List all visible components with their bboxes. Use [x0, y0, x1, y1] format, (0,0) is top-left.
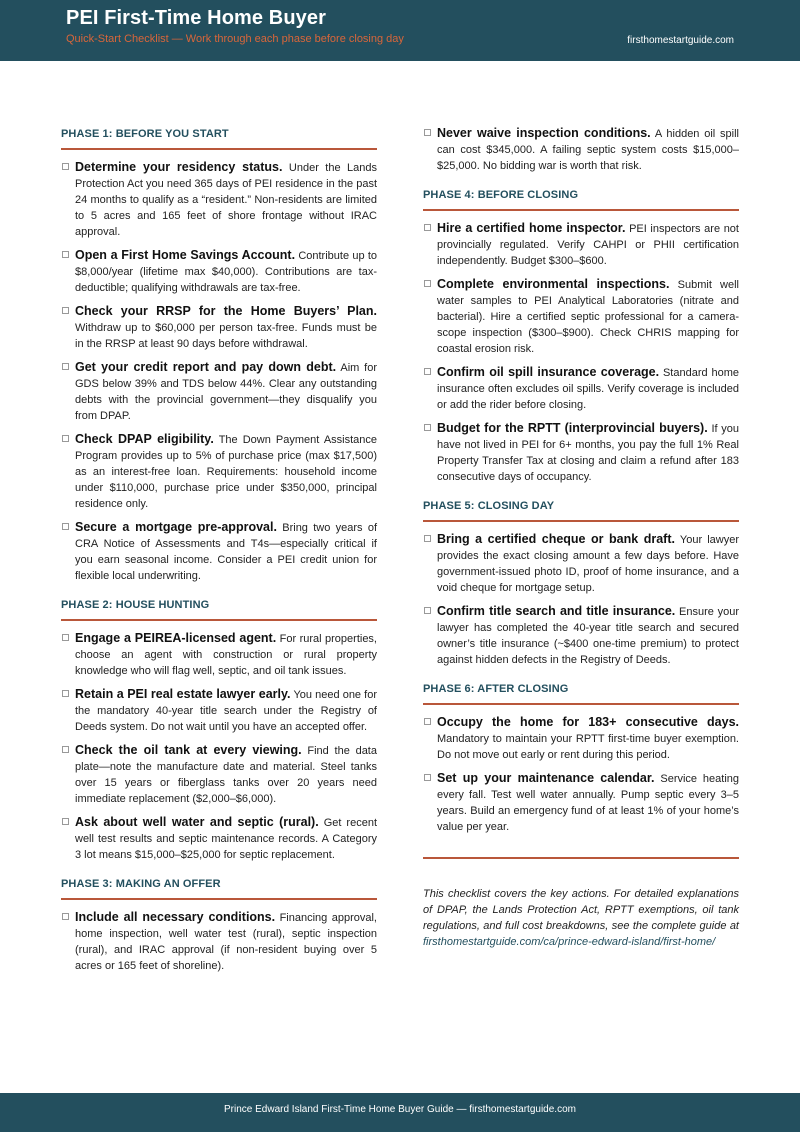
item-text: Aim for GDS below 39% and TDS below 44%. Clear any outstanding debts with the provincial government—they disqualify you from DPAP. [75, 362, 377, 422]
checklist-item [423, 770, 739, 835]
item-text: Get recent well test results and septic maintenance records. A Category 3 lot means $15,000–$25,000 for septic replacement. [75, 817, 378, 861]
checkbox[interactable] [424, 774, 431, 781]
checkbox[interactable] [424, 607, 431, 614]
item-text: You need one for the mandatory 40-year title search under the Registry of Deeds system. Do not wait until you have an accepted offer. [75, 689, 377, 733]
item-title: Set up your maintenance calendar. [437, 771, 655, 785]
closing-note [423, 886, 739, 950]
item-text: For rural properties, choose an agent with construction or rural property knowledge who will flag well, septic, and oil tank issues. [75, 633, 377, 677]
section-divider [423, 857, 739, 859]
item-title: Bring a certified cheque or bank draft. [437, 532, 675, 546]
item-text: Submit well water samples to PEI Analytical Laboratories (nitrate and bacterial). Hire a certified septic professional for a camera-scope inspection ($300–$900). Check CHRIS mapping for coastal erosion risk. [437, 279, 740, 355]
phase-4-heading: PHASE 4: BEFORE CLOSING [423, 186, 739, 211]
phase-2-heading: PHASE 2: HOUSE HUNTING [61, 596, 377, 621]
item-text: Financing approval, home inspection, well water test (rural), septic inspection (rural), and IRAC approval (if non-resident buying over 5 acres or 165 feet of shoreline). [75, 912, 377, 972]
item-title: Engage a PEIREA-licensed agent. [75, 631, 277, 645]
header-site-link[interactable]: firsthomestartguide.com [627, 35, 734, 46]
item-text: Find the data plate—note the manufacture date and material. Steel tanks over 15 years or fiberglass tanks over 20 years need immediate replacement ($2,000–$6,000). [75, 745, 377, 805]
item-title: Check DPAP eligibility. [75, 432, 214, 446]
checkbox[interactable] [62, 435, 69, 442]
checkbox[interactable] [62, 363, 69, 370]
page-subtitle: Quick-Start Checklist — Work through each phase before closing day [66, 33, 404, 45]
checklist-item [423, 603, 739, 668]
note-text: This checklist covers the key actions. For detailed explanations of DPAP, the Lands Protection Act, RPTT exemptions, oil tank regulations, and full cost breakdowns, see the complete guide at [423, 888, 739, 932]
checkbox[interactable] [62, 251, 69, 258]
item-title: Budget for the RPTT (interprovincial buyers). [437, 421, 708, 435]
checkbox[interactable] [62, 523, 69, 530]
item-text: Your lawyer provides the exact closing amount a few days before. Have government-issued photo ID, proof of home insurance, and a void cheque for mortgage setup. [437, 534, 739, 594]
item-text: A hidden oil spill can cost $345,000. A failing septic system costs $15,000–$25,000. No bidding war is worth that risk. [437, 128, 740, 172]
checklist-item [61, 909, 377, 974]
checklist-item [61, 686, 377, 735]
checkbox[interactable] [424, 280, 431, 287]
item-title: Get your credit report and pay down debt. [75, 360, 337, 374]
checklist-item [423, 364, 739, 413]
item-title: Check your RRSP for the Home Buyers’ Plan. [75, 304, 377, 318]
checklist-item [61, 742, 377, 807]
phase-6-heading: PHASE 6: AFTER CLOSING [423, 680, 739, 705]
checklist-item [61, 247, 377, 296]
item-title: Occupy the home for 183+ consecutive days. [437, 715, 739, 729]
item-text: If you have not lived in PEI for 6+ months, you pay the full 1% Real Property Transfer Tax at closing and claim a refund after 183 consecutive days of occupancy. [437, 423, 740, 483]
phase-3-heading: PHASE 3: MAKING AN OFFER [61, 875, 377, 900]
item-text: Withdraw up to $60,000 per person tax-free. Funds must be in the RRSP at least 90 days before withdrawal. [75, 322, 377, 350]
checklist-item [61, 359, 377, 424]
checklist-item [423, 714, 739, 763]
item-text: PEI inspectors are not provincially regulated. Verify CAHPI or PHII certification independently. Budget $300–$600. [437, 223, 739, 267]
item-title: Secure a mortgage pre-approval. [75, 520, 277, 534]
item-text: Service heating every fall. Test well water annually. Pump septic every 3–5 years. Build an emergency fund of at least 1% of your home’s value per year. [437, 773, 739, 833]
checkbox[interactable] [62, 634, 69, 641]
checkbox[interactable] [424, 129, 431, 136]
item-title: Confirm oil spill insurance coverage. [437, 365, 660, 379]
item-title: Retain a PEI real estate lawyer early. [75, 687, 291, 701]
page-footer: Prince Edward Island First-Time Home Buyer Guide — firsthomestartguide.com [0, 1093, 800, 1132]
checkbox[interactable] [62, 163, 69, 170]
item-text: Bring two years of CRA Notice of Assessments and T4s—especially critical if you earn seasonal income. Consider a PEI credit union for flexible local underwriting. [75, 522, 378, 582]
phase-1-heading: PHASE 1: BEFORE YOU START [61, 125, 377, 150]
page-title: PEI First-Time Home Buyer [66, 7, 326, 29]
checkbox[interactable] [424, 368, 431, 375]
checklist-item [423, 420, 739, 485]
checklist-item [423, 276, 739, 357]
left-column [61, 125, 377, 981]
checkbox[interactable] [62, 913, 69, 920]
item-text: Contribute up to $8,000/year (lifetime max $40,000). Contributions are tax-deductible; qualifying withdrawals are tax-free. [75, 250, 377, 294]
item-title: Ask about well water and septic (rural). [75, 815, 319, 829]
item-title: Determine your residency status. [75, 160, 283, 174]
checklist-item [423, 531, 739, 596]
checklist-item [423, 125, 739, 174]
phase-5-heading: PHASE 5: CLOSING DAY [423, 497, 739, 522]
checkbox[interactable] [62, 307, 69, 314]
checkbox[interactable] [424, 224, 431, 231]
checkbox[interactable] [424, 424, 431, 431]
item-title: Never waive inspection conditions. [437, 126, 651, 140]
checklist-item [61, 431, 377, 512]
guide-link[interactable]: firsthomestartguide.com/ca/prince-edward-island/first-home/ [423, 936, 716, 948]
item-text: Under the Lands Protection Act you need 365 days of PEI residence in the past 24 months to qualify as a “resident.” Non-residents are limited to 5 acres and 165 feet of shore frontage without IRAC approval. [75, 162, 378, 238]
item-text: Mandatory to maintain your RPTT first-time buyer exemption. Do not move out early or rent during this period. [437, 733, 739, 761]
checklist-item [61, 303, 377, 352]
item-text: Ensure your lawyer has completed the 40-year title search and secured owner’s title insurance (~$400 one-time premium) to protect against hidden defects in the Registry of Deeds. [437, 606, 739, 666]
checklist-item [61, 630, 377, 679]
checklist-item [61, 519, 377, 584]
right-column [423, 125, 739, 950]
checkbox[interactable] [424, 535, 431, 542]
checkbox[interactable] [62, 746, 69, 753]
item-title: Complete environmental inspections. [437, 277, 670, 291]
item-text: Standard home insurance often excludes oil spills. Verify coverage is included or add the rider before closing. [437, 367, 740, 411]
page-header [0, 0, 800, 61]
item-title: Hire a certified home inspector. [437, 221, 626, 235]
item-text: The Down Payment Assistance Program provides up to 5% of purchase price (max $17,500) as an interest-free loan. Requirements: household income under $110,000, purchase price under $350,000, principal residence only. [75, 434, 378, 510]
checkbox[interactable] [424, 718, 431, 725]
checklist-item [61, 159, 377, 240]
item-title: Confirm title search and title insurance. [437, 604, 676, 618]
checklist-item [61, 814, 377, 863]
item-title: Include all necessary conditions. [75, 910, 276, 924]
checkbox[interactable] [62, 690, 69, 697]
item-title: Check the oil tank at every viewing. [75, 743, 302, 757]
checkbox[interactable] [62, 818, 69, 825]
item-title: Open a First Home Savings Account. [75, 248, 296, 262]
checklist-item [423, 220, 739, 269]
